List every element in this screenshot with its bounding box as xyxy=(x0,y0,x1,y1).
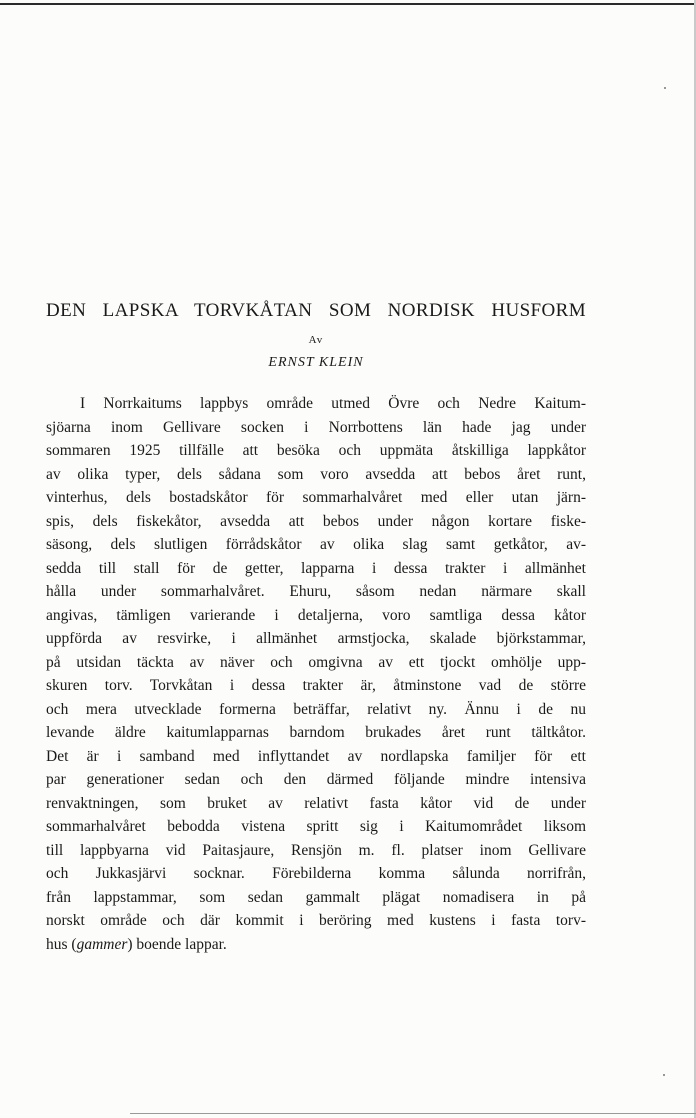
final-line-start: hus ( xyxy=(46,935,77,953)
text-line: sommaren 1925 tillfälle att besöka och uppmäta åtskilliga lappkåtor xyxy=(46,442,586,459)
text-line: renvaktningen, som bruket av relativt fasta kåtor vid de under xyxy=(46,794,586,812)
text-line: skuren torv. Torvkåtan i dessa trakter är, åtminstone vad de större xyxy=(46,677,586,694)
text-line: och mera utvecklade formerna beträffar, relativt ny. Ännu i de nu xyxy=(46,700,586,718)
text-line: och Jukkasjärvi socknar. Förebilderna komma sålunda norrifrån, xyxy=(46,865,586,882)
article-title: DEN LAPSKA TORVKÅTAN SOM NORDISK HUSFORM xyxy=(46,300,586,321)
final-line-end: ) boende lappar. xyxy=(127,935,227,953)
text-line: sedda till stall för de getter, lapparna i dessa trakter i allmänhet xyxy=(46,559,586,577)
text-line: spis, dels fiskekåtor, avsedda att bebos under någon kortare fiske- xyxy=(46,512,586,530)
bottom-scan-edge xyxy=(130,1113,696,1114)
text-line: Det är i samband med inflyttandet av nordlapska familjer för ett xyxy=(46,747,586,765)
text-line: angivas, tämligen varierande i detaljerna, voro samtliga dessa kåtor xyxy=(46,606,586,624)
text-line: uppförda av resvirke, i allmänhet armstjocka, skalade björkstammar, xyxy=(46,630,586,647)
text-line: sjöarna inom Gellivare socken i Norrbottens län hade jag under xyxy=(46,418,586,436)
top-scan-edge xyxy=(0,3,696,5)
italic-term: gammer xyxy=(76,935,128,953)
author-name: ERNST KLEIN xyxy=(268,355,364,370)
text-line: till lappbyarna vid Paitasjaure, Rensjön m. fl. platser inom Gellivare xyxy=(46,841,586,859)
text-line: levande äldre kaitumlapparnas barndom brukades året runt tältkåtor. xyxy=(46,724,586,741)
text-line: I Norrkaitums lappbys område utmed Övre och Nedre Kaitum- xyxy=(80,395,586,412)
scan-speck xyxy=(664,87,666,89)
text-line: norskt område och där kommit i beröring med kustens i fasta torv- xyxy=(46,912,586,929)
text-line: hålla under sommarhalvåret. Ehuru, såsom nedan närmare skall xyxy=(46,583,586,600)
text-line: från lappstammar, som sedan gammalt plägat nomadisera in på xyxy=(46,888,586,906)
text-line: vinterhus, dels bostadskåtor för sommarhalvåret med eller utan järn- xyxy=(46,489,586,506)
text-line: på utsidan täckta av näver och omgivna av ett tjockt omhölje upp- xyxy=(46,653,586,671)
scan-speck xyxy=(663,1074,665,1076)
text-line: säsong, dels slutligen förrådskåtor av olika slag samt getkåtor, av- xyxy=(46,536,586,553)
text-line: av olika typer, dels sådana som voro avsedda att bebos året runt, xyxy=(46,465,586,483)
text-line-final xyxy=(46,933,586,957)
byline: Av xyxy=(308,334,324,346)
article-body xyxy=(46,392,586,956)
text-line: par generationer sedan och den därmed följande mindre intensiva xyxy=(46,771,586,788)
text-line: sommarhalvåret bebodda vistena spritt sig i Kaitumområdet liksom xyxy=(46,818,586,835)
